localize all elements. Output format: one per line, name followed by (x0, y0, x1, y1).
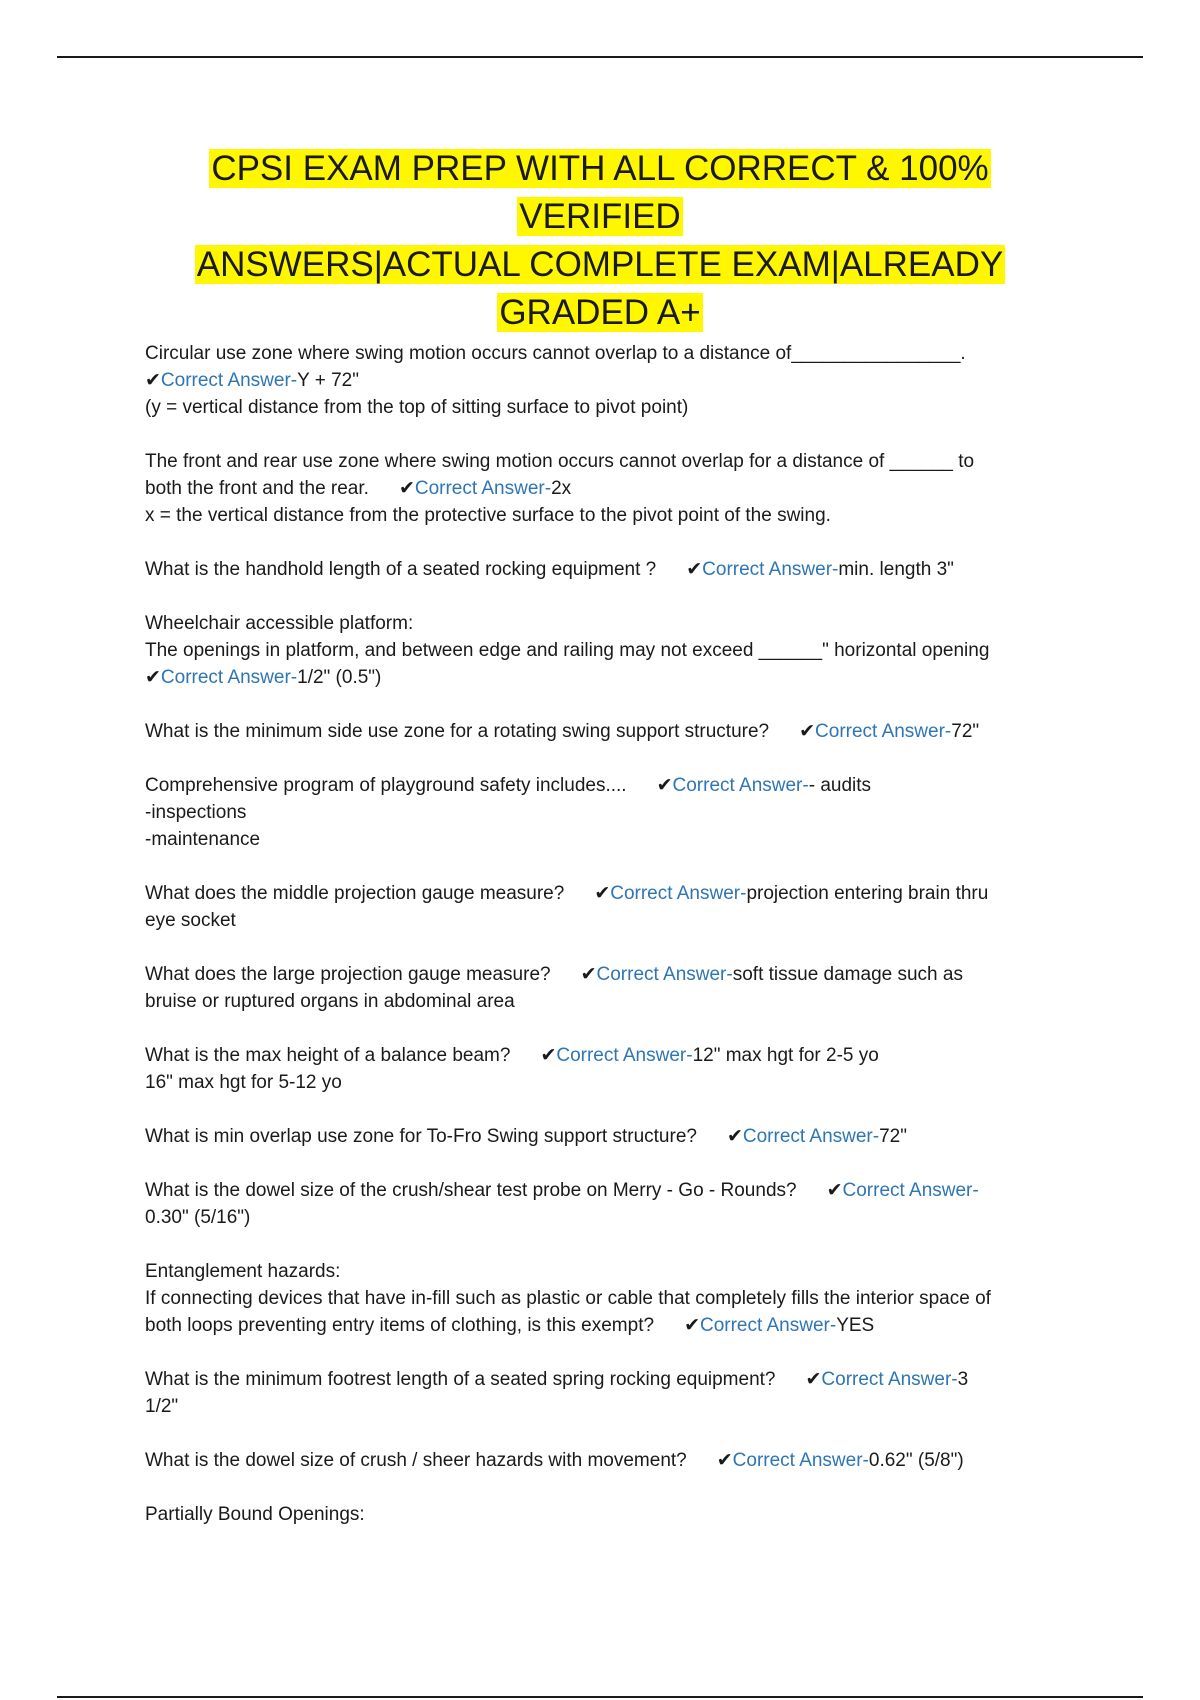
question-text: What does the large projection gauge measure? (145, 964, 551, 985)
correct-answer-label: Correct Answer- (672, 775, 809, 796)
check-icon: ✔ (716, 1450, 733, 1471)
answer-continuation: 1/2" (145, 1396, 179, 1417)
question-text: What is min overlap use zone for To-Fro Swing support structure? (145, 1126, 697, 1147)
question-text: What is the handhold length of a seated rocking equipment ? (145, 559, 657, 580)
question-answer-line (145, 1123, 1065, 1150)
check-icon: ✔ (145, 667, 161, 688)
question-text: The front and rear use zone where swing motion occurs cannot overlap for a distance of ______ to (145, 451, 975, 472)
qa-item (145, 1258, 1065, 1339)
answer-continuation: bruise or ruptured organs in abdominal area (145, 991, 515, 1012)
check-icon: ✔ (799, 721, 816, 742)
answer-text: 12" max hgt for 2-5 yo (692, 1045, 879, 1066)
question-text: What is the dowel size of crush / sheer hazards with movement? (145, 1450, 687, 1471)
check-icon: ✔ (398, 478, 415, 499)
correct-answer-label: Correct Answer- (815, 721, 952, 742)
correct-answer-label: Correct Answer- (702, 559, 839, 580)
question-text: Partially Bound Openings: (145, 1504, 365, 1525)
question-answer-line (145, 961, 1065, 988)
answer-text: - audits (808, 775, 872, 796)
bottom-rule (57, 1696, 1143, 1698)
question-answer-line (145, 1177, 1065, 1204)
check-icon: ✔ (805, 1369, 822, 1390)
correct-answer-label: Correct Answer- (821, 1369, 958, 1390)
question-text: both loops preventing entry items of clothing, is this exempt? (145, 1315, 655, 1336)
question-text: What is the minimum footrest length of a seated spring rocking equipment? (145, 1369, 776, 1390)
question-answer-line (145, 1312, 1065, 1339)
question-text: What is the max height of a balance beam? (145, 1045, 511, 1066)
question-answer-line (145, 772, 1065, 799)
answer-text: 0.62" (5/8") (868, 1450, 964, 1471)
qa-item (145, 556, 1065, 583)
question-answer-line (145, 1447, 1065, 1474)
answer-line (145, 664, 1065, 691)
check-icon: ✔ (726, 1126, 743, 1147)
question-text: Entanglement hazards: (145, 1261, 341, 1282)
question-text: Wheelchair accessible platform: (145, 613, 414, 634)
answer-continuation: eye socket (145, 910, 236, 931)
question-text: The openings in platform, and between edge and railing may not exceed ______" horizontal opening (145, 640, 990, 661)
check-icon: ✔ (826, 1180, 843, 1201)
question-text: What is the dowel size of the crush/shear test probe on Merry - Go - Rounds? (145, 1180, 797, 1201)
qa-list (145, 340, 1065, 1555)
question-text: If connecting devices that have in-fill such as plastic or cable that completely fills the interior space of (145, 1288, 991, 1309)
top-rule (57, 56, 1143, 58)
answer-continuation: -inspections (145, 802, 247, 823)
answer-line (145, 367, 1065, 394)
qa-item (145, 1177, 1065, 1231)
note-text: (y = vertical distance from the top of sitting surface to pivot point) (145, 397, 689, 418)
title-line-1: CPSI EXAM PREP WITH ALL CORRECT & 100% VERIFIED (211, 149, 989, 236)
check-icon: ✔ (540, 1045, 557, 1066)
correct-answer-label: Correct Answer- (842, 1180, 979, 1201)
check-icon: ✔ (580, 964, 597, 985)
question-answer-line (145, 556, 1065, 583)
answer-text: Y + 72" (297, 370, 359, 391)
answer-text: 2x (551, 478, 572, 499)
qa-item (145, 1123, 1065, 1150)
qa-item (145, 880, 1065, 934)
qa-item (145, 718, 1065, 745)
correct-answer-label: Correct Answer- (160, 370, 298, 391)
answer-continuation: -maintenance (145, 829, 261, 850)
answer-text: 72" (879, 1126, 907, 1147)
title-line-2: ANSWERS|ACTUAL COMPLETE EXAM|ALREADY (196, 245, 1004, 284)
answer-text: min. length 3" (838, 559, 954, 580)
question-answer-line (145, 1042, 1065, 1069)
qa-item (145, 961, 1065, 1015)
document-title (130, 145, 1070, 337)
question-text: both the front and the rear. (145, 478, 369, 499)
question-text: What is the minimum side use zone for a rotating swing support structure? (145, 721, 770, 742)
correct-answer-label: Correct Answer- (596, 964, 733, 985)
qa-item (145, 610, 1065, 691)
qa-item (145, 1447, 1065, 1474)
qa-item (145, 1366, 1065, 1420)
correct-answer-label: Correct Answer- (742, 1126, 880, 1147)
question-answer-line (145, 475, 1065, 502)
correct-answer-label: Correct Answer- (160, 667, 298, 688)
correct-answer-label: Correct Answer- (610, 883, 747, 904)
title-line-3: GRADED A+ (499, 293, 701, 332)
answer-text: soft tissue damage such as (732, 964, 963, 985)
qa-item (145, 1042, 1065, 1096)
check-icon: ✔ (145, 370, 161, 391)
answer-text: projection entering brain thru (746, 883, 989, 904)
correct-answer-label: Correct Answer- (732, 1450, 869, 1471)
qa-item (145, 772, 1065, 853)
correct-answer-label: Correct Answer- (699, 1315, 837, 1336)
correct-answer-label: Correct Answer- (556, 1045, 693, 1066)
check-icon: ✔ (686, 559, 703, 580)
answer-text: 1/2" (0.5") (297, 667, 382, 688)
question-text: Comprehensive program of playground safety includes.... (145, 775, 627, 796)
question-text: Circular use zone where swing motion occurs cannot overlap to a distance of________________. (145, 343, 966, 364)
answer-text: 72" (951, 721, 980, 742)
correct-answer-label: Correct Answer- (414, 478, 552, 499)
question-answer-line (145, 1366, 1065, 1393)
answer-text: YES (836, 1315, 875, 1336)
question-answer-line (145, 718, 1065, 745)
qa-item (145, 340, 1065, 421)
qa-item (145, 1501, 1065, 1528)
check-icon: ✔ (684, 1315, 700, 1336)
check-icon: ✔ (656, 775, 673, 796)
check-icon: ✔ (594, 883, 611, 904)
answer-text: 3 (957, 1369, 969, 1390)
answer-continuation: 16" max hgt for 5-12 yo (145, 1072, 342, 1093)
answer-continuation: 0.30" (5/16") (145, 1207, 251, 1228)
note-text: x = the vertical distance from the protective surface to the pivot point of the swing. (145, 505, 831, 526)
question-text: What does the middle projection gauge measure? (145, 883, 565, 904)
question-answer-line (145, 880, 1065, 907)
qa-item (145, 448, 1065, 529)
